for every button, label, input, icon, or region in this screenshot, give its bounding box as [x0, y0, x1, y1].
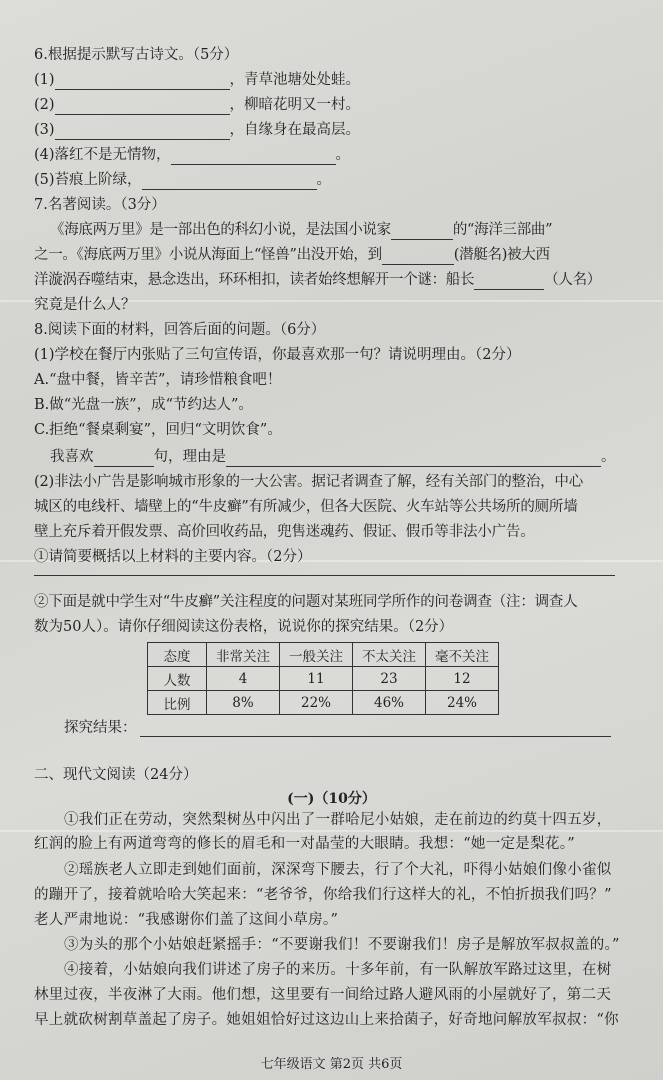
q8-sub2: (2)非法小广告是影响城市形象的一大公害。据记者调查了解，经有关部门的整治，中心	[34, 474, 584, 490]
para-line: 的蹦开了，接着就哈哈大笑起来：“老爷爷，你给我们行这样大的礼，不怕折损我们吗？”	[34, 887, 612, 903]
option-b: B.做“光盘一族”，成“节约达人”。	[34, 397, 253, 413]
para-line: 早上就砍树割草盖起了房子。她姐姐恰好过这边山上来拾菌子，好奇地问解放军叔叔：“你	[34, 1012, 619, 1028]
q7-line: 之一。《海底两万里》小说从海面上“怪兽”出没开始，到 (潜艇名)被大西	[34, 247, 550, 263]
q8-answer-line: 我喜欢 句，理由是 。	[50, 449, 616, 465]
option-c: C.拒绝“餐桌剩宴”，回归“文明饮食”。	[34, 422, 282, 438]
q8-sub2: 壁上充斥着开假发票、高价回收药品，兜售迷魂药、假证、假币等非法小广告。	[34, 524, 535, 540]
q8-sub1: (1)学校在餐厅内张贴了三句宣传语，你最喜欢那一句？请说明理由。（2分）	[34, 347, 521, 363]
submarine-blank[interactable]	[382, 248, 454, 265]
q6-item: (4)落红不是无情物， 。	[34, 147, 351, 163]
q6-item: (1) ，青草池塘处处蛙。	[34, 72, 361, 88]
result-rule[interactable]	[140, 736, 611, 737]
captain-blank[interactable]	[474, 273, 544, 290]
para-line: ②瑶族老人立即走到她们面前，深深弯下腰去，行了个大礼，吓得小姑娘们像小雀似	[64, 862, 612, 878]
q6-item: (2) ，柳暗花明又一村。	[34, 97, 361, 113]
q7-line: 《海底两万里》是一部出色的科幻小说，是法国小说家 的“海洋三部曲”	[50, 222, 553, 238]
q8-sub2-q1: ①请简要概括以上材料的主要内容。（2分）	[34, 549, 312, 565]
q8-sub2-q2: ②下面是就中学生对“牛皮癣”关注程度的问题对某班同学所作的问卷调查（注：调查人	[34, 594, 578, 610]
author-blank[interactable]	[391, 223, 453, 240]
part-title: (一)（10分）	[287, 791, 376, 807]
choice-blank[interactable]	[94, 450, 154, 467]
q7-title: 7.名著阅读。（3分）	[34, 197, 166, 213]
para-line: 老人严肃地说：“我感谢你们盖了这间小草房。”	[34, 912, 339, 928]
result-label: 探究结果：	[64, 720, 137, 736]
answer-blank[interactable]	[55, 73, 230, 90]
para-line: 红润的脸上有两道弯弯的修长的眉毛和一对晶莹的大眼睛。我想：“她一定是梨花。”	[34, 836, 575, 852]
q6-item: (5)苔痕上阶绿， 。	[34, 172, 332, 188]
paper-crease	[0, 830, 663, 832]
answer-blank[interactable]	[142, 173, 317, 190]
q8-sub2-q2: 数为50人）。请你仔细阅读这份表格，说说你的探究结果。（2分）	[34, 619, 454, 635]
para-line: ①我们正在劳动，突然梨树丛中闪出了一群哈尼小姑娘，走在前边的约莫十四五岁，	[64, 812, 612, 828]
reason-blank[interactable]	[226, 450, 601, 467]
table-row: 人数 4 11 23 12	[148, 667, 499, 691]
q6-item: (3) ，自缘身在最高层。	[34, 122, 361, 138]
q8-sub2: 城区的电线杆、墙壁上的“牛皮癣”有所减少，但各大医院、火车站等公共场所的厕所墙	[34, 499, 578, 515]
q7-line: 究竟是什么人？	[34, 297, 136, 313]
survey-table	[147, 642, 499, 715]
answer-blank[interactable]	[55, 98, 230, 115]
table-header-row: 态度 非常关注 一般关注 不太关注 毫不关注	[148, 643, 499, 667]
para-line: ④接着，小姑娘向我们讲述了房子的来历。十多年前，有一队解放军路过这里，在树	[64, 962, 612, 978]
answer-blank[interactable]	[55, 123, 230, 140]
answer-rule[interactable]	[34, 575, 615, 576]
q7-line: 洋漩涡吞噬结束，悬念迭出，环环相扣，读者始终想解开一个谜：船长 （人名）	[34, 272, 602, 288]
answer-blank[interactable]	[171, 148, 336, 165]
section-title: 二、现代文阅读（24分）	[34, 767, 198, 783]
table-row: 比例 8% 22% 46% 24%	[148, 691, 499, 715]
page-footer: 七年级语文 第2页 共6页	[260, 1057, 403, 1072]
q8-title: 8.阅读下面的材料，回答后面的问题。（6分）	[34, 322, 326, 338]
para-line: 林里过夜，半夜淋了大雨。他们想，这里要有一间给过路人避风雨的小屋就好了，第二天	[34, 987, 612, 1003]
option-a: A.“盘中餐，皆辛苦”，请珍惜粮食吧！	[34, 372, 282, 388]
q6-title: 6.根据提示默写古诗文。（5分）	[34, 47, 239, 63]
para-line: ③为头的那个小姑娘赶紧摇手：“不要谢我们！不要谢我们！房子是解放军叔叔盖的。”	[64, 937, 620, 953]
